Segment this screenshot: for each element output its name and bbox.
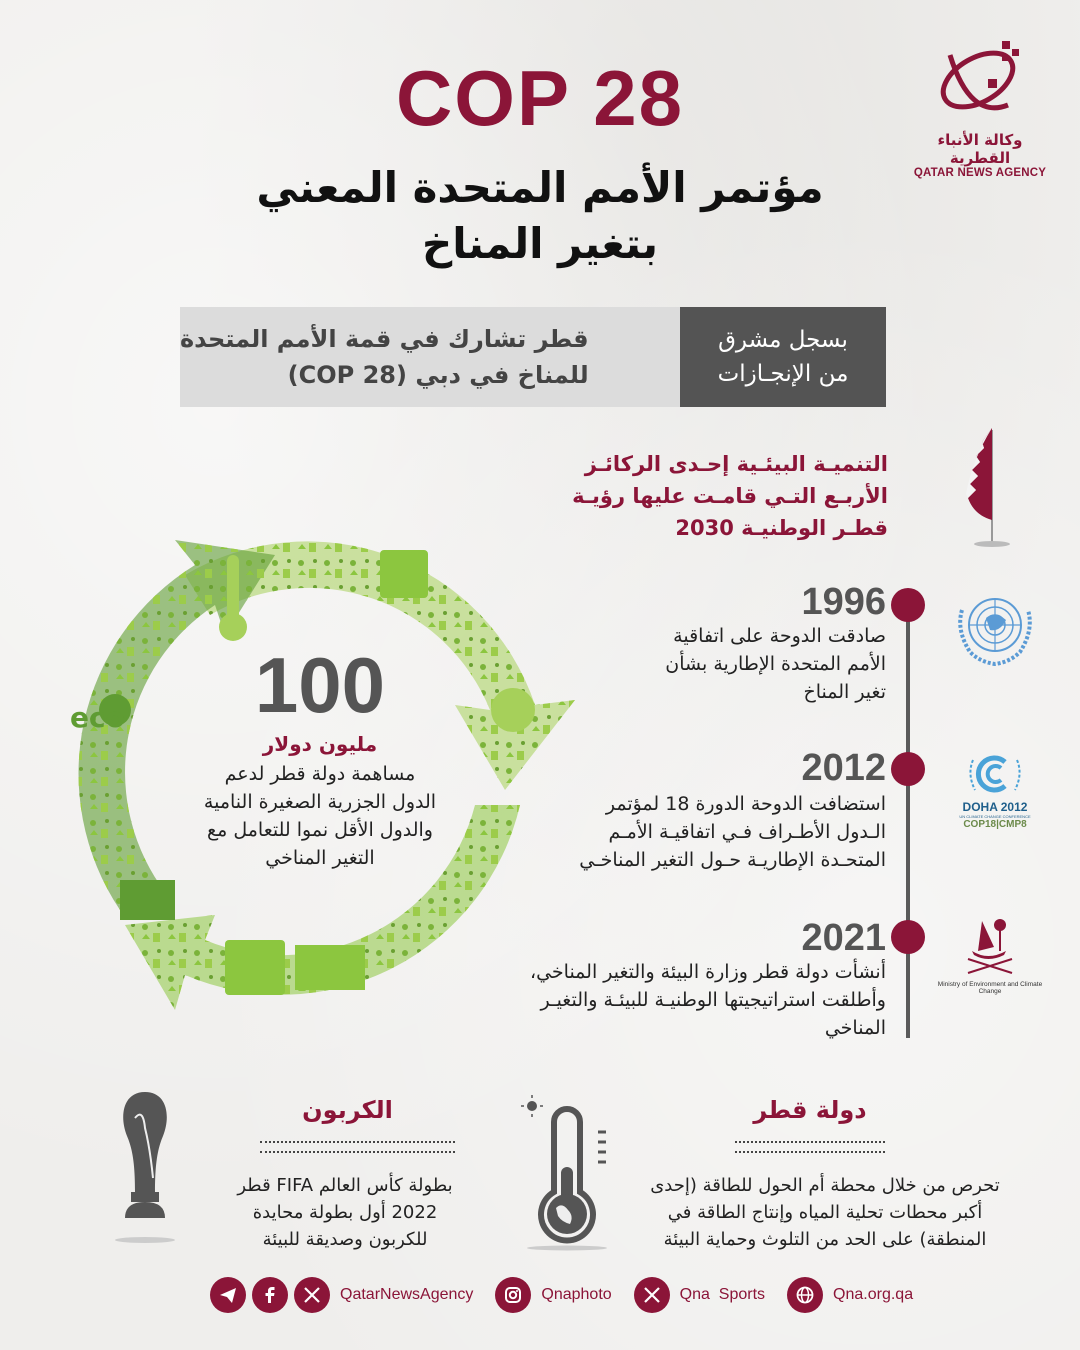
website-label[interactable]: Qna.org.qa [833, 1286, 914, 1303]
instagram-icon [503, 1285, 523, 1305]
x-sports-link[interactable] [634, 1277, 670, 1313]
un-emblem-icon [950, 580, 1040, 670]
timeline-line [906, 600, 910, 1038]
main-title-line-2: بتغير المناخ [421, 219, 659, 268]
carbon-title: الكربون [302, 1096, 393, 1124]
timeline-year: 1996 [801, 581, 886, 623]
recycle-bin-icon [380, 550, 428, 598]
telegram-icon [218, 1285, 238, 1305]
timeline-text [570, 622, 886, 706]
logo-text: COP18|CMP8 [963, 819, 1027, 830]
social-footer [210, 1275, 935, 1315]
x-icon [303, 1286, 321, 1304]
timeline-text-line: المناخي [824, 1017, 886, 1039]
vision-line-2: الأربـع التـي قامـت عليها رؤيـة [572, 484, 888, 508]
sun-icon [491, 688, 535, 732]
logo-english-name: QATAR NEWS AGENCY [913, 167, 1047, 179]
vision-line-3: قطـر الوطنيـة 2030 [675, 516, 888, 540]
facebook-link[interactable] [252, 1277, 288, 1313]
timeline-text-line: الـدول الأطـراف فـي اتفاقيـة الأمـم [608, 821, 886, 843]
unfccc-doha-2012-logo [950, 752, 1040, 830]
telegram-link[interactable] [210, 1277, 246, 1313]
stat-desc-line: التغير المناخي [265, 847, 375, 869]
timeline-text-line: استضافت الدوحة الدورة 18 لمؤتمر [605, 793, 886, 815]
x-icon [643, 1286, 661, 1304]
x-handle-label[interactable]: QatarNewsAgency [340, 1286, 474, 1303]
stat-desc-line: الدول الجزرية الصغيرة النامية [203, 791, 437, 813]
timeline-text-line: أنشأت دولة قطر وزارة البيئة والتغير المناخي، [529, 961, 886, 983]
timeline-text-line: تغير المناخ [803, 681, 886, 703]
event-title: COP 28 [395, 54, 685, 142]
carbon-text-line: للكربون وصديقة للبيئة [262, 1229, 428, 1250]
qatar-text-line: أكبر محطات تحلية المياه وإنتاج الطاقة في [667, 1202, 983, 1223]
stat-desc-line: والدول الأقل نموا للتعامل مع [207, 819, 433, 841]
timeline-text-line: الأمم المتحدة الإطارية بشأن [665, 653, 886, 675]
solar-panel-icon [295, 945, 365, 990]
qatar-flag-icon [962, 420, 1012, 550]
x-link[interactable] [294, 1277, 330, 1313]
qatar-text-line: تحرص من خلال محطة أم الحول للطاقة (إحدى [650, 1175, 1000, 1196]
carbon-text-line: 2022 أول بطولة محايدة [252, 1202, 438, 1223]
vision-line-1: التنميـة البيئـية إحـدى الركائـز [584, 452, 888, 476]
timeline-text-line: وأطلقت استراتيجيتها الوطنيـة للبيئـة والتغيـر [540, 989, 886, 1011]
banner-headline-line-1: قطر تشارك في قمة الأمم المتحدة [180, 325, 589, 353]
website-link[interactable] [787, 1277, 823, 1313]
headline-banner [180, 307, 886, 407]
stat-description [160, 760, 480, 872]
banner-headline-line-2: للمناخ في دبي (COP 28) [287, 361, 589, 389]
timeline-dot [891, 752, 925, 786]
qatar-text [620, 1172, 1030, 1253]
logo-arabic-name: وكالة الأنباء القطرية [937, 131, 1023, 167]
qatar-title: دولة قطر [753, 1096, 867, 1124]
banner-tag-line-1: بسجل مشرق [718, 327, 848, 353]
trash-icon [225, 940, 285, 995]
facebook-icon [260, 1285, 280, 1305]
timeline-dot [891, 920, 925, 954]
solar-panel-icon [120, 880, 175, 920]
banner-headline [180, 307, 680, 407]
timeline-text [560, 790, 886, 874]
timeline-year: 2012 [801, 747, 886, 789]
carbon-text [215, 1172, 475, 1253]
main-title [150, 160, 930, 272]
stat-desc-line: مساهمة دولة قطر لدعم [224, 763, 416, 785]
logo-subtext: UN CLIMATE CHANGE CONFERENCE [959, 814, 1031, 819]
main-title-line-1: مؤتمر الأمم المتحدة المعني [256, 163, 824, 212]
unfccc-icon [965, 752, 1025, 796]
timeline-text-line: المتحـدة الإطاريـة حـول التغير المناخـي [579, 849, 886, 871]
banner-tag-line-2: من الإنجـازات [717, 361, 849, 387]
timeline-year: 2021 [801, 917, 886, 959]
stat-unit: مليون دولار [262, 732, 378, 756]
logo-text: DOHA 2012 [962, 800, 1028, 814]
globe-icon [795, 1285, 815, 1305]
carbon-text-line: بطولة كأس العالم FIFA قطر [237, 1175, 453, 1196]
stat-value: 100 [254, 641, 386, 729]
x-sports-handle-label[interactable]: Qna Sports [679, 1286, 766, 1303]
dotted-divider [735, 1141, 885, 1153]
ministry-name: Ministry of Environment and Climate Change [937, 981, 1043, 995]
dotted-divider [260, 1141, 455, 1153]
world-cup-trophy-icon [105, 1088, 185, 1248]
ministry-logo [930, 915, 1050, 995]
timeline-dot [891, 588, 925, 622]
qatar-text-line: المنطقة) على الحد من التلوث وحماية البيئة [663, 1229, 987, 1250]
instagram-handle-label[interactable]: Qnaphoto [541, 1286, 612, 1303]
banner-tag [680, 307, 886, 407]
svg-text:eco: eco [70, 701, 125, 734]
instagram-link[interactable] [495, 1277, 531, 1313]
thermometer-globe-icon [510, 1092, 620, 1252]
timeline-text-line: صادقت الدوحة على اتفاقية [673, 625, 886, 647]
timeline-text [490, 958, 886, 1042]
qatar-emblem-icon [960, 915, 1020, 977]
